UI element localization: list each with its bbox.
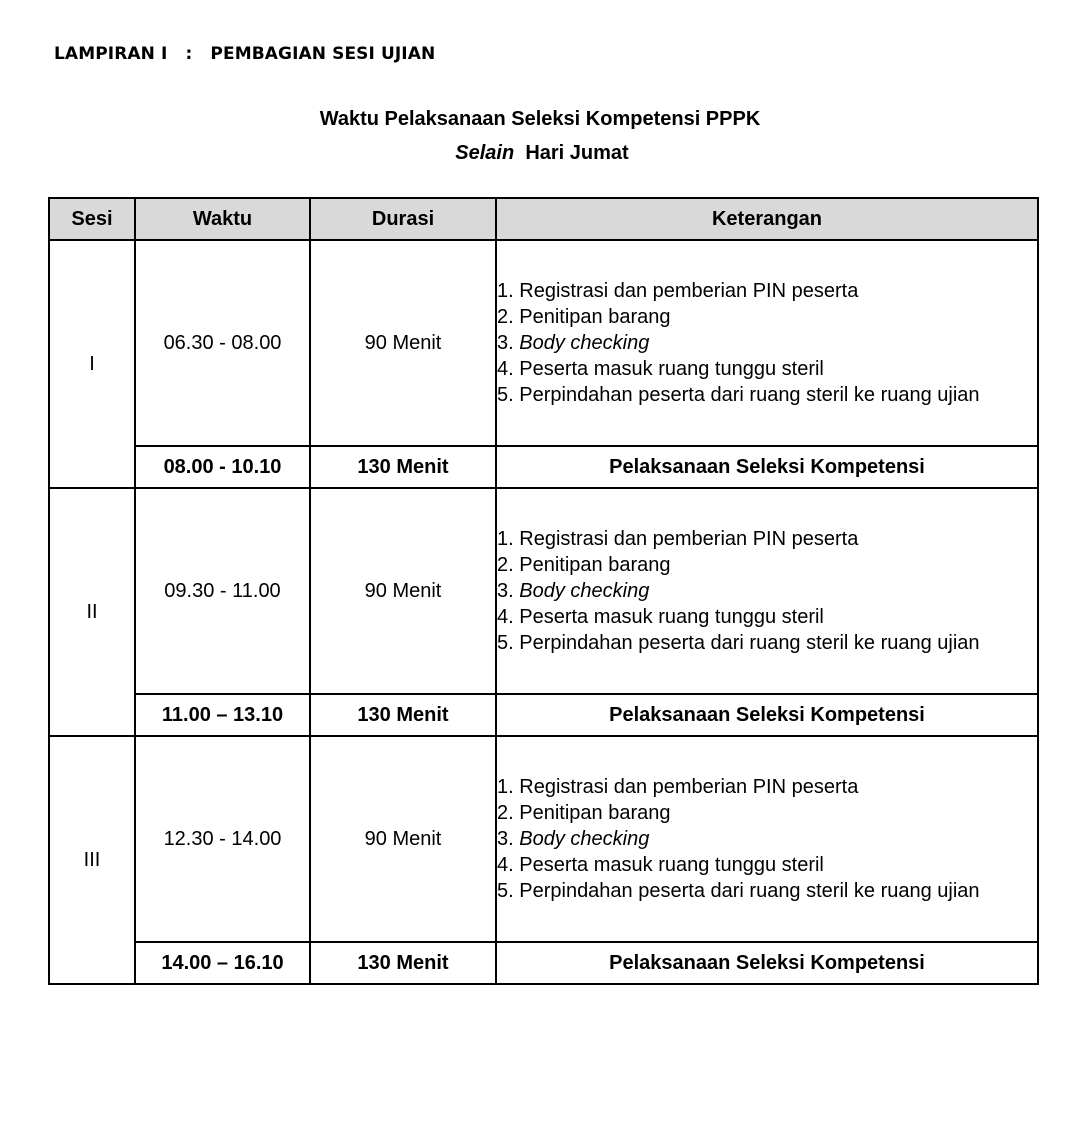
list-item: 5. Perpindahan peserta dari ruang steril ke ruang ujian <box>497 384 980 406</box>
exam-time: 08.00 - 10.10 <box>135 446 310 488</box>
document-subtitle <box>4 142 1076 165</box>
list-item: 5. Perpindahan peserta dari ruang steril ke ruang ujian <box>497 880 980 902</box>
list-item: 2. Penitipan barang <box>497 554 671 576</box>
list-item: 3. Body checking <box>497 332 650 354</box>
session-number: I <box>49 240 135 488</box>
column-header-durasi: Durasi <box>310 198 496 240</box>
exam-duration: 130 Menit <box>310 694 496 736</box>
list-item: 4. Peserta masuk ruang tunggu steril <box>497 358 824 380</box>
list-item: 3. Body checking <box>497 828 650 850</box>
exam-description: Pelaksanaan Seleksi Kompetensi <box>496 694 1038 736</box>
subtitle-italic-word: Selain <box>455 142 515 164</box>
table-header-row <box>49 198 1038 240</box>
table-row <box>49 488 1038 694</box>
prep-duration: 90 Menit <box>310 240 496 446</box>
list-item: 2. Penitipan barang <box>497 802 671 824</box>
exam-description: Pelaksanaan Seleksi Kompetensi <box>496 942 1038 984</box>
exam-duration: 130 Menit <box>310 446 496 488</box>
table-row <box>49 736 1038 942</box>
prep-duration: 90 Menit <box>310 488 496 694</box>
session-number: II <box>49 488 135 736</box>
attachment-heading: LAMPIRAN I : PEMBAGIAN SESI UJIAN <box>54 44 436 64</box>
table-row <box>49 942 1038 984</box>
list-item: 3. Body checking <box>497 580 650 602</box>
prep-duration: 90 Menit <box>310 736 496 942</box>
session-number: III <box>49 736 135 984</box>
column-header-sesi: Sesi <box>49 198 135 240</box>
table-row <box>49 446 1038 488</box>
list-item: 5. Perpindahan peserta dari ruang steril ke ruang ujian <box>497 632 980 654</box>
table-row <box>49 240 1038 446</box>
list-item: 4. Peserta masuk ruang tunggu steril <box>497 854 824 876</box>
document-title: Waktu Pelaksanaan Seleksi Kompetensi PPPK <box>319 108 761 130</box>
table-row <box>49 694 1038 736</box>
prep-time: 12.30 - 14.00 <box>135 736 310 942</box>
list-item: 4. Peserta masuk ruang tunggu steril <box>497 606 824 628</box>
list-item: 2. Penitipan barang <box>497 306 671 328</box>
prep-steps <box>496 736 1038 942</box>
prep-steps <box>496 240 1038 446</box>
column-header-waktu: Waktu <box>135 198 310 240</box>
exam-duration: 130 Menit <box>310 942 496 984</box>
exam-time: 11.00 – 13.10 <box>135 694 310 736</box>
subtitle-rest: Hari Jumat <box>525 142 629 164</box>
list-item: 1. Registrasi dan pemberian PIN peserta <box>497 280 859 302</box>
list-item: 1. Registrasi dan pemberian PIN peserta <box>497 528 859 550</box>
column-header-keterangan: Keterangan <box>496 198 1038 240</box>
prep-steps <box>496 488 1038 694</box>
prep-time: 06.30 - 08.00 <box>135 240 310 446</box>
list-item: 1. Registrasi dan pemberian PIN peserta <box>497 776 859 798</box>
session-schedule-table <box>48 197 1039 985</box>
exam-time: 14.00 – 16.10 <box>135 942 310 984</box>
exam-description: Pelaksanaan Seleksi Kompetensi <box>496 446 1038 488</box>
prep-time: 09.30 - 11.00 <box>135 488 310 694</box>
